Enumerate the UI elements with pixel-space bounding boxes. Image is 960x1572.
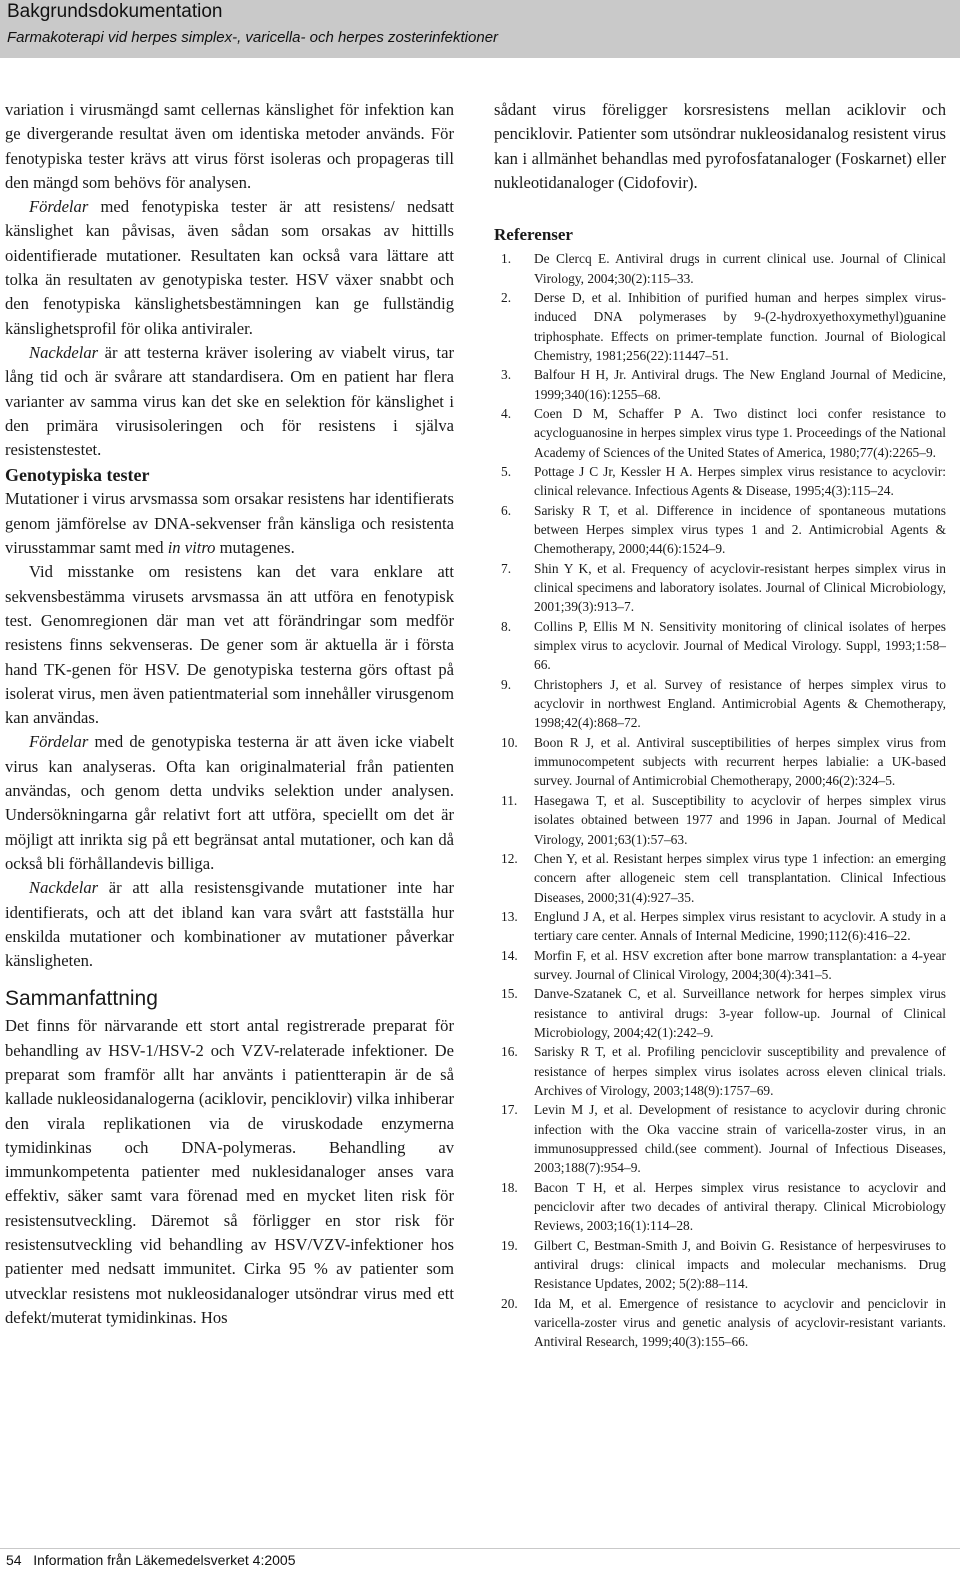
- paragraph: Det finns för närvarande ett stort antal registrerade preparat för behandling av HSV-1/HSV-2 och VZV-relaterade infektioner. De preparat som framför allt har använts i patientterapin är de så kallade nukleosidanalogerna (aciklovir, penciklovir) vilka inhiberar den virala replikationen via de viruskodade enzymerna tymidinkinas och DNA-polymeras. Behandling av immunkompetenta patienter med nuklesidanaloger anses vara effektiv, säker samt vara förenad med en mycket liten risk för resistensutveckling. Däremot så förligger en stor risk för resistensutveckling vid behandling av HSV/VZV-infektioner hos patienter med nedsatt immunitet. Cirka 95 % av patienter som utvecklar resistens mot nukleosidanaloger utsöndrar virus med ett defekt/muterat tymidinkinas. Hos: [5, 1016, 454, 1327]
- paragraph: Mutationer i virus arvsmassa som orsakar resistens har identifierats genom jämförelse av DNA-sekvenser från känsliga och resistenta virusstammar samt med in vitro mutagenes.: [5, 489, 454, 558]
- reference-item: [494, 946, 946, 985]
- reference-number: 2.: [501, 289, 512, 305]
- paragraph: Nackdelar är att testerna kräver isolering av viabelt virus, tar lång tid och är svårare att standardisera. Om en patient har flera varianter av samma virus kan det ske en selektion för känslighet i den primära virusisoleringen och för resistens i själva resistenstestet.: [5, 342, 454, 460]
- header-subtitle: Farmakoterapi vid herpes simplex-, varicella- och herpes zosterinfektioner: [7, 29, 499, 46]
- emphasis: Nackdelar: [29, 342, 99, 362]
- reference-item: [494, 559, 946, 617]
- paragraph: Fördelar med de genotypiska testerna är att även icke viabelt virus kan analyseras. Ofta kan originalmaterial från patienten användas, och genom detta undviks selektion under analysen. Undersökningarna går relativt fort att utföra, speciellt om det är möjligt att inrikta sig på ett begränsat antal mutationer, och kan då också bli förhållandevis billiga.: [5, 732, 454, 873]
- footer-text: 54 Information från Läkemedelsverket 4:2005: [6, 1552, 296, 1568]
- reference-number: 5.: [501, 463, 512, 479]
- reference-number: 20.: [501, 1295, 518, 1311]
- reference-text: Morfin F, et al. HSV excretion after bone marrow transplantation: a 4-year survey. Journal of Clinical Virology, 2004;30(4):341–5.: [534, 947, 946, 982]
- reference-text: Christophers J, et al. Survey of resistance of herpes simplex virus to acyclovir in northwest England. Antimicrobial Agents & Chemotherapy, 1998;42(4):868–72.: [534, 676, 946, 731]
- emphasis: in vitro: [167, 538, 216, 558]
- reference-number: 14.: [501, 947, 518, 963]
- page-footer: [0, 1548, 960, 1572]
- reference-text: Sarisky R T, et al. Profiling penciclovir susceptibility and prevalence of resistance of herpes simplex virus isolates across eleven clinical trials. Archives of Virology, 2003;148(9):1757–69.: [534, 1044, 946, 1098]
- reference-number: 6.: [501, 502, 512, 518]
- reference-item: [494, 617, 946, 675]
- reference-item: [494, 984, 946, 1042]
- emphasis: Nackdelar: [29, 878, 99, 898]
- reference-item: [494, 1294, 946, 1352]
- reference-text: Pottage J C Jr, Kessler H A. Herpes simplex virus resistance to acyclovir: clinical relevance. Infectious Agents & Disease, 1995;4(3):115–24.: [534, 463, 946, 499]
- reference-text: Coen D M, Schaffer P A. Two distinct loci confer resistance to acycloguanosine in herpes simplex virus type 1. Proceedings of the National Academy of Sciences of the United States of America, 1980;77(4):2265–9.: [534, 405, 946, 460]
- reference-number: 16.: [501, 1044, 518, 1060]
- reference-item: [494, 849, 946, 907]
- reference-item: [494, 907, 946, 946]
- reference-item: [494, 1100, 946, 1177]
- reference-number: 12.: [501, 850, 518, 866]
- reference-text: Sarisky R T, et al. Difference in incidence of spontaneous mutations between Herpes simplex virus types 1 and 2. Antimicrobial Agents & Chemotherapy, 2000;44(6):1524–9.: [534, 502, 946, 557]
- emphasis: Fördelar: [29, 732, 89, 752]
- reference-number: 19.: [501, 1237, 518, 1253]
- reference-number: 8.: [501, 618, 512, 634]
- reference-number: 9.: [501, 676, 512, 692]
- paragraph: Fördelar med fenotypiska tester är att resistens/ nedsatt känslighet kan påvisas, även sådan som orsakas av hittills oidentifierade mutationer. Resultaten kan också vara lättare att tolka än resultaten av genotypiska tester. HSV växer snabbt och den fenotypiska känslighetsbestämningen kan ge fullständig känslighetsprofil för olika antiviraler.: [5, 197, 454, 338]
- left-column: [5, 98, 454, 1330]
- reference-text: Danve-Szatanek C, et al. Surveillance network for herpes simplex virus resistance to antiviral drugs: 3-year follow-up. Journal of Clinical Microbiology, 2004;42(1):242–9.: [534, 986, 946, 1040]
- footer-divider: [0, 1548, 960, 1549]
- section-heading: Sammanfattning: [5, 987, 158, 1011]
- reference-item: [494, 1236, 946, 1294]
- reference-number: 17.: [501, 1102, 518, 1118]
- reference-text: Derse D, et al. Inhibition of purified human and herpes simplex virus-induced DNA polymerases by 9-(2-hydroxyethoxymethyl)guanine triphosphate. Effects on primer-template function. Journal of Biological Chemistry, 1981;256(22):11447–51.: [534, 289, 946, 363]
- reference-text: De Clercq E. Antiviral drugs in current clinical use. Journal of Clinical Virology, 2004;30(2):115–33.: [534, 251, 946, 286]
- right-column: [494, 98, 946, 1352]
- reference-text: Balfour H H, Jr. Antiviral drugs. The New England Journal of Medicine, 1999;340(16):1255–68.: [534, 367, 946, 402]
- reference-number: 11.: [501, 792, 518, 808]
- reference-text: Collins P, Ellis M N. Sensitivity monitoring of clinical isolates of herpes simplex virus to acyclovir. Journal of Medical Virology. Suppl, 1993;1:58–66.: [534, 618, 946, 673]
- references-heading: Referenser: [494, 225, 573, 245]
- reference-text: Gilbert C, Bestman-Smith J, and Boivin G. Resistance of herpesviruses to antiviral drugs: clinical impacts and molecular mechanisms. Drug Resistance Updates, 2002; 5(2):88–114.: [534, 1237, 946, 1292]
- page-header: [0, 0, 960, 58]
- reference-list: [494, 249, 946, 1352]
- reference-text: Chen Y, et al. Resistant herpes simplex virus type 1 infection: an emerging concern after allogeneic stem cell transplantation. Clinical Infectious Diseases, 2000;31(4):927–35.: [534, 850, 946, 905]
- reference-text: Bacon T H, et al. Herpes simplex virus resistance to acyclovir and penciclovir after two decades of antiviral therapy. Clinical Microbiology Reviews, 2003;16(1):114–28.: [534, 1179, 946, 1234]
- paragraph: sådant virus föreligger korsresistens mellan aciklovir och penciklovir. Patienter som utsöndrar nukleosidanalog resistent virus kan i allmänhet behandlas med pyrofosfatanaloger (Foskarnet) eller nukleotidanaloger (Cidofovir).: [494, 100, 946, 192]
- reference-text: Shin Y K, et al. Frequency of acyclovir-resistant herpes simplex virus in clinical specimens and laboratory isolates. Journal of Clinical Microbiology, 2001;39(3):913–7.: [534, 560, 946, 615]
- paragraph: Nackdelar är att alla resistensgivande mutationer inte har identifierats, och att det ibland kan vara svårt att fastställa hur enskilda mutationer och kombinationer av mutationer påverkar känsligheten.: [5, 878, 454, 971]
- reference-item: [494, 404, 946, 462]
- reference-item: [494, 1042, 946, 1100]
- reference-number: 1.: [501, 251, 512, 267]
- reference-item: [494, 791, 946, 849]
- emphasis: Fördelar: [29, 197, 89, 217]
- reference-text: Boon R J, et al. Antiviral susceptibilities of herpes simplex virus from immunocompetent subjects with recurrent herpes labialie: a UK-based survey. Journal of Antimicrobial Chemotherapy, 2000;46(2):324–5.: [534, 734, 946, 789]
- reference-item: [494, 675, 946, 733]
- reference-text: Levin M J, et al. Development of resistance to acyclovir during chronic infection with the Oka vaccine strain of varicella-zoster virus, in an immunosuppressed child.(see comment). Journal of Infectious Diseases, 2003;188(7):954–9.: [534, 1102, 946, 1176]
- header-title: Bakgrundsdokumentation: [7, 1, 223, 22]
- reference-text: Ida M, et al. Emergence of resistance to acyclovir and penciclovir in varicella-zoster virus and genetic analysis of acyclovir-resistant variants. Antiviral Research, 1999;40(3):155–66.: [534, 1295, 946, 1350]
- reference-item: [494, 249, 946, 288]
- section-subheading: Genotypiska tester: [5, 465, 150, 486]
- reference-text: Englund J A, et al. Herpes simplex virus resistant to acyclovir. A study in a tertiary care center. Annals of Internal Medicine, 1990;112(6):416–22.: [534, 908, 946, 944]
- paragraph: Vid misstanke om resistens kan det vara enklare att sekvensbestämma virusets arvsmassa än att utföra en fenotypisk test. Genomregionen där man vet att förändringar som medför resistens finns sekvenseras. De gener som är aktuella är i första hand TK-genen för HSV. De genotypiska testerna görs oftast på isolerat virus, men även patientmaterial som innehåller virusgenom kan användas.: [5, 562, 454, 728]
- reference-number: 7.: [501, 560, 512, 576]
- reference-item: [494, 733, 946, 791]
- reference-number: 18.: [501, 1179, 518, 1195]
- reference-item: [494, 1178, 946, 1236]
- reference-number: 10.: [501, 734, 518, 750]
- reference-item: [494, 462, 946, 501]
- reference-number: 3.: [501, 367, 512, 383]
- reference-number: 15.: [501, 986, 518, 1002]
- reference-item: [494, 365, 946, 404]
- reference-number: 4.: [501, 405, 512, 421]
- reference-text: Hasegawa T, et al. Susceptibility to acyclovir of herpes simplex virus isolates obtained between 1977 and 1996 in Japan. Journal of Medical Virology, 2001;63(1):57–63.: [534, 792, 946, 847]
- reference-number: 13.: [501, 908, 518, 924]
- paragraph: variation i virusmängd samt cellernas känslighet för infektion kan ge divergerande resultat även om identiska metoder används. För fenotypiska tester krävs att virus först isoleras och propageras till den mängd som behövs för analysen.: [5, 100, 454, 192]
- reference-item: [494, 288, 946, 365]
- reference-item: [494, 501, 946, 559]
